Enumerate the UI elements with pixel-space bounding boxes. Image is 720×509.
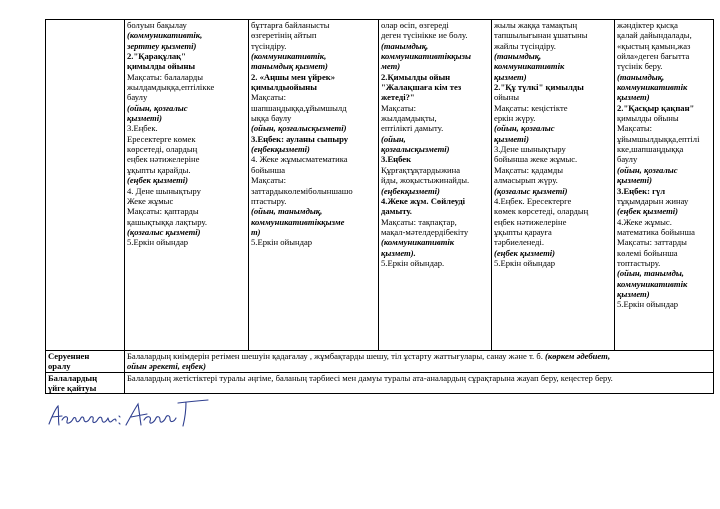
cell-line: зерттеу қызметі) — [127, 40, 197, 51]
return-activity-tags-2: ойын әрекеті, еңбек) — [127, 361, 206, 372]
cell-line: қызмет). — [381, 247, 416, 258]
cell-line: қызмет) — [617, 288, 650, 299]
signature-stroke-2 — [126, 400, 208, 426]
row-label-return-line1: Серуеннен — [48, 351, 90, 361]
cell-line: жәндіктер қысқа — [617, 20, 678, 30]
cell-line: 5.Еркін ойындар. — [381, 257, 445, 268]
cell-line: 3.Еңбек: ауланы сыпыру — [251, 133, 349, 144]
cell-line: коммуникативтікқызы — [381, 51, 471, 62]
cell-line: 3.Еңбек. — [127, 123, 158, 134]
cell-line: коммуникативтік — [617, 278, 688, 289]
cell-line: көрсетеді, олардың — [127, 144, 198, 155]
cell-line: баулу — [617, 154, 638, 165]
cell-line: (қозғалыс қызметі) — [127, 226, 201, 237]
cell-line: Мақсаты: кеңістікте — [494, 102, 568, 113]
cell-line: (ойын, қозғалыс — [494, 123, 555, 134]
handwritten-signature — [46, 398, 216, 434]
cell-line: ұйымшылдыққа,ептілі — [617, 133, 700, 144]
cell-line: (еңбек қызметі) — [617, 206, 679, 217]
cell-line: (еңбекқызметі) — [251, 144, 310, 155]
cell-line: түсінік беру. — [617, 61, 663, 72]
cell-line: өзгеретінің айтып — [251, 30, 317, 41]
cell-line: 4.Еңбек. Ересектерге — [494, 195, 572, 206]
cell-line: "Жалақшаға кім тез — [381, 82, 462, 93]
cell-line: (еңбек қызметі) — [127, 175, 189, 186]
cell-line: 2."Қарақұлақ" — [127, 51, 186, 62]
activity-cell-day-3 — [379, 20, 492, 351]
cell-line: Мақсаты: — [617, 123, 653, 134]
cell-line: еңбек нәтижелеріне — [494, 216, 567, 227]
cell-line: Құрғақтұқтардыжина — [381, 164, 461, 175]
cell-line: бойынша — [251, 164, 286, 175]
cell-line: Ересектерге көмек — [127, 133, 196, 144]
cell-line: жылдамдыққа,ептілікке — [127, 82, 215, 93]
cell-line: қызмет) — [617, 92, 650, 103]
cell-line: коммуникативтікқызме — [251, 216, 345, 227]
activity-cell-day-1 — [125, 20, 249, 351]
cell-line: Мақсаты: тақпақтар, — [381, 216, 457, 227]
cell-line: көмек көрсетеді, олардың — [494, 206, 589, 217]
cell-line: қызмет) — [494, 71, 527, 82]
cell-line: (қозғалыс қызметі) — [494, 185, 568, 196]
cell-line: мақал-мәтелдердібекіту — [381, 226, 469, 237]
cell-line: (ойын, қозғалысқызметі) — [251, 123, 347, 134]
cell-line: дамыту. — [381, 206, 412, 217]
cell-line: алмасырып жүру. — [494, 175, 558, 186]
cell-line: математика бойынша — [617, 226, 695, 237]
cell-line: ойла»деген бағытта — [617, 51, 690, 62]
cell-line: 3.Еңбек — [381, 154, 412, 165]
cell-line: тапшылығынан ұшатыны — [494, 30, 588, 41]
cell-line: бойынша жеке жұмыс. — [494, 154, 578, 165]
cell-line: қызметі) — [494, 133, 529, 144]
cell-line: деген түсінікке ие болу. — [381, 30, 468, 41]
cell-line: ұқыпты қарайды. — [127, 164, 191, 175]
cell-line: 2."Қасқыр қақпан" — [617, 102, 695, 113]
cell-line: Мақсаты: балаларды — [127, 71, 204, 82]
cell-line: 2.Қимылды ойын — [381, 71, 451, 82]
activity-cell-day-5 — [615, 20, 714, 351]
cell-line: (ойын, — [381, 133, 406, 144]
cell-line: кке,шапшаңдыққа — [617, 144, 684, 155]
cell-line: көлемі бойынша — [617, 247, 678, 258]
cell-line: еркін жүру. — [494, 113, 536, 124]
cell-line: (ойын, танымдық, — [251, 206, 323, 217]
cell-line: 4. Жеке жұмысматематика — [251, 154, 348, 165]
row-label-return — [46, 351, 125, 373]
cell-line: (ойын, қозғалыс — [127, 102, 188, 113]
cell-line: Жеке жұмыс — [127, 195, 174, 206]
return-description — [125, 351, 714, 373]
cell-line: қимылды ойыны — [617, 113, 679, 124]
cell-line: бұттарға байланысты — [251, 20, 330, 30]
cell-line: тұқымдарын жинау — [617, 195, 689, 206]
cell-line: (танымдық, — [617, 71, 665, 82]
return-text: Балалардың киімдерін ретімен шешуін қадағалау , жұмбақтарды шешу, тіл ұстарту жаттығулары, санау және т. б. — [127, 351, 543, 361]
cell-line: т) — [251, 226, 261, 237]
cell-line: баулу — [127, 92, 148, 103]
activity-cell-day-2 — [249, 20, 379, 351]
cell-line: птастыру. — [251, 195, 287, 206]
cell-line: 5.Еркін ойындар — [617, 299, 679, 310]
cell-line: тәрбиеленеді. — [494, 237, 544, 248]
cell-line: 2. «Аңшы мен үйрек» — [251, 71, 336, 82]
cell-line: 4.Жеке жұм. Сөйлеуді — [381, 195, 466, 206]
cell-line: қозғалысқызметі) — [381, 144, 450, 155]
row-label-home — [46, 372, 125, 394]
cell-line: қимылдыойыны — [251, 82, 317, 93]
cell-line: (коммуникативтік, — [251, 51, 327, 62]
cell-line: (танымдық, — [494, 51, 542, 62]
cell-line: жылдамдықты, — [381, 113, 437, 124]
cell-line: Мақсаты: қадамды — [494, 164, 563, 175]
cell-line: коммуникативтік — [494, 61, 565, 72]
cell-line: қызметі) — [127, 113, 162, 124]
cell-line: «қыстың қамын,жаз — [617, 40, 691, 51]
cell-line: олар өсіп, өзгереді — [381, 20, 449, 30]
activity-cell-day-4 — [492, 20, 615, 351]
cell-line: Мақсаты: қаптарды — [127, 206, 199, 217]
cell-line: 2."Құ түлкі" қимылды — [494, 82, 584, 93]
cell-line: 5.Еркін ойындар — [251, 237, 313, 248]
cell-line: 5.Еркін ойындар — [494, 257, 556, 268]
cell-line: (танымдық, — [381, 40, 429, 51]
weekly-plan-table — [45, 19, 714, 394]
cell-line: түсіндіру. — [251, 40, 287, 51]
cell-line: (коммуникативтік, — [127, 30, 203, 41]
cell-line: коммуникативтік — [617, 82, 688, 93]
return-activity-tags-1: (көркем әдебиет, — [545, 351, 611, 361]
signature-stroke-1 — [49, 406, 120, 425]
cell-line: қызметі) — [617, 175, 652, 186]
cell-line: Мақсаты: заттарды — [617, 237, 687, 248]
cell-line: (еңбекқызметі) — [381, 185, 440, 196]
cell-line: шапшаңдыққа,ұйымшылд — [251, 102, 347, 113]
cell-line: ыққа баулу — [251, 113, 292, 124]
home-text: Балалардың жетістіктері туралы әңгіме, баланың тәрбиесі мен дамуы туралы ата-аналардың сұрақтарына жауап беру, кеңестер беру. — [127, 372, 613, 383]
cell-line: танымдық қызмет) — [251, 61, 328, 72]
cell-line: йды, жоқыстыжинайды. — [381, 175, 470, 186]
cell-line: болуын бақылау — [127, 20, 187, 30]
cell-line: еңбек нәтижелеріне — [127, 154, 200, 165]
cell-line: 4. Дене шынықтыру — [127, 185, 201, 196]
plan-row-going-home — [46, 372, 714, 394]
cell-line: (ойын, қозғалыс — [617, 164, 678, 175]
cell-line: 3.Дене шынықтыру — [494, 144, 566, 155]
cell-line: қалай дайындалады, — [617, 30, 692, 41]
plan-row-walk-activities — [46, 20, 714, 351]
home-description — [125, 372, 714, 394]
cell-line: 4.Жеке жұмыс. — [617, 216, 672, 227]
cell-line: Мақсаты: — [251, 92, 287, 103]
cell-line: топтастыру. — [617, 257, 661, 268]
cell-line: заттардыкөлеміболыншашо — [251, 185, 353, 196]
cell-line: 5.Еркін ойындар — [127, 237, 189, 248]
cell-line: (еңбек қызметі) — [494, 247, 556, 258]
cell-line: ұқыпты қарауға — [494, 226, 552, 237]
cell-line: жетеді?" — [381, 92, 415, 103]
row-label-cell — [46, 20, 125, 351]
cell-line: жайлы түсіндіру. — [494, 40, 556, 51]
cell-line: ойыны — [494, 92, 520, 103]
cell-line: (коммуникативтік — [381, 237, 455, 248]
cell-line: Мақсаты: — [251, 175, 287, 186]
row-label-home-line1: Балалардың — [48, 372, 98, 383]
cell-line: ептілікті дамыту. — [381, 123, 444, 134]
plan-row-return-from-walk — [46, 351, 714, 373]
cell-line: 3.Еңбек: гүл — [617, 185, 666, 196]
cell-line: Мақсаты: — [381, 102, 417, 113]
cell-line: жылы жаққа тамақтың — [494, 20, 578, 30]
cell-line: (ойын, танымды, — [617, 268, 684, 279]
row-label-home-line2: үйге қайтуы — [48, 383, 97, 394]
cell-line: қашықтыққа лақтыру. — [127, 216, 207, 227]
row-label-return-line2: оралу — [48, 361, 71, 372]
cell-line: мет) — [381, 61, 401, 72]
cell-line: қимылды ойыны — [127, 61, 196, 72]
